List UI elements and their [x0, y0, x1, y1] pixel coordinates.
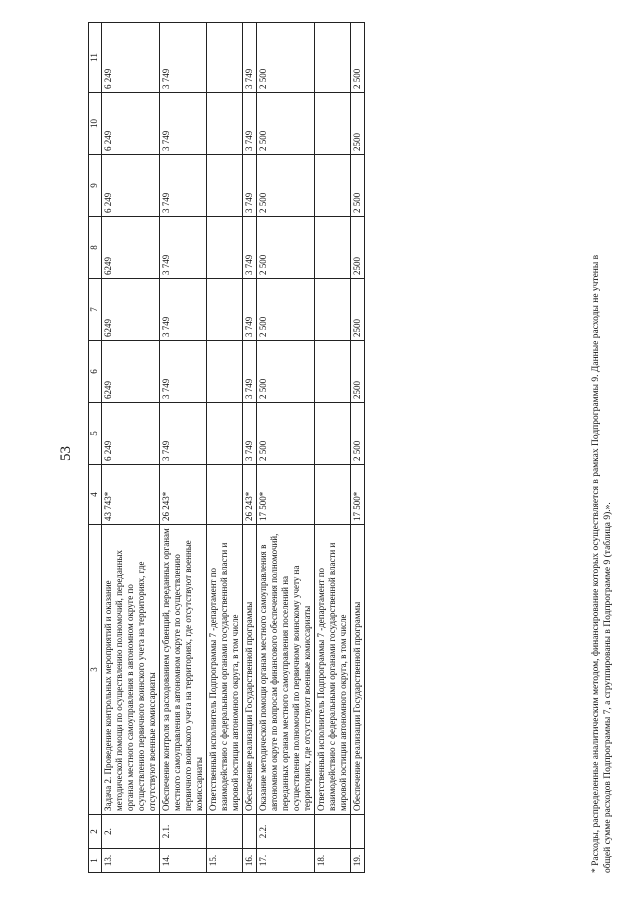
amount-cell-11: 6 249 — [102, 23, 160, 93]
amount-cell-5: 3 749 — [160, 403, 207, 465]
item-code-cell: 2. — [102, 815, 160, 849]
amount-cell-10: 2500 — [351, 93, 365, 155]
item-code-cell — [243, 815, 257, 849]
amount-cell-6 — [207, 341, 243, 403]
table-row — [160, 23, 207, 873]
table-row — [315, 23, 351, 873]
amount-cell-4: 17 500* — [351, 465, 365, 525]
description-cell: Обеспечение реализации Государственной программы — [351, 525, 365, 815]
description-cell: Ответственный исполнитель Подпрограммы 7 -департамент по взаимодействию с федеральными органами государственной власти и мировой юстиции автономного округа, в том числе — [207, 525, 243, 815]
amount-cell-7: 2500 — [351, 279, 365, 341]
header-cell: 4 — [89, 465, 102, 525]
amount-cell-11: 3 749 — [160, 23, 207, 93]
item-code-cell — [315, 815, 351, 849]
amount-cell-11: 2 500 — [351, 23, 365, 93]
item-code-cell: 2.2. — [257, 815, 315, 849]
header-cell: 9 — [89, 155, 102, 217]
amount-cell-7: 3 749 — [160, 279, 207, 341]
header-cell: 3 — [89, 525, 102, 815]
header-cell: 11 — [89, 23, 102, 93]
table-row — [257, 23, 315, 873]
amount-cell-4 — [315, 465, 351, 525]
amount-cell-4 — [207, 465, 243, 525]
header-cell: 7 — [89, 279, 102, 341]
description-cell: Обеспечение контроля за расходованием субвенций, переданных органам местного самоуправления в автономном округе по осуществлению первичного воинского учета на территориях, где отсутствуют военные комиссариаты — [160, 525, 207, 815]
amount-cell-5 — [207, 403, 243, 465]
expenditure-table — [88, 22, 365, 873]
amount-cell-10: 3 749 — [243, 93, 257, 155]
amount-cell-7 — [315, 279, 351, 341]
amount-cell-10 — [207, 93, 243, 155]
item-code-cell — [351, 815, 365, 849]
amount-cell-9 — [207, 155, 243, 217]
amount-cell-4: 26 243* — [160, 465, 207, 525]
amount-cell-6: 2 500 — [257, 341, 315, 403]
table-row — [351, 23, 365, 873]
amount-cell-9: 2 500 — [351, 155, 365, 217]
amount-cell-8 — [315, 217, 351, 279]
amount-cell-11: 2 500 — [257, 23, 315, 93]
amount-cell-4: 26 243* — [243, 465, 257, 525]
amount-cell-5: 3 749 — [243, 403, 257, 465]
description-cell: Оказание методической помощи органам местного самоуправления в автономном округе по вопросам финансового обеспечения полномочий, переданных органам местного самоуправления поселений на осуществление полномочий по первичному воинскому учету на территориях, где отсутствуют военные комиссариаты — [257, 525, 315, 815]
table-header-row — [89, 23, 102, 873]
amount-cell-11 — [207, 23, 243, 93]
amount-cell-5: 2 500 — [351, 403, 365, 465]
amount-cell-7: 6249 — [102, 279, 160, 341]
header-cell: 1 — [89, 849, 102, 873]
row-number-cell: 15. — [207, 849, 243, 873]
amount-cell-11: 3 749 — [243, 23, 257, 93]
amount-cell-4: 17 500* — [257, 465, 315, 525]
amount-cell-5: 2 500 — [257, 403, 315, 465]
amount-cell-8: 3 749 — [243, 217, 257, 279]
amount-cell-8: 2 500 — [257, 217, 315, 279]
row-number-cell: 13. — [102, 849, 160, 873]
amount-cell-8: 2500 — [351, 217, 365, 279]
amount-cell-7 — [207, 279, 243, 341]
amount-cell-9: 3 749 — [160, 155, 207, 217]
header-cell: 8 — [89, 217, 102, 279]
footnote-line: общей сумме расходов Подпрограммы 7, а сгруппированы в Подпрограмме 9 (таблица 9).». — [603, 502, 613, 873]
amount-cell-8: 3 749 — [160, 217, 207, 279]
description-cell: Обеспечение реализации Государственной программы — [243, 525, 257, 815]
row-number-cell: 18. — [315, 849, 351, 873]
amount-cell-10: 6 249 — [102, 93, 160, 155]
amount-cell-4: 43 743* — [102, 465, 160, 525]
amount-cell-6: 3 749 — [160, 341, 207, 403]
amount-cell-6: 6249 — [102, 341, 160, 403]
amount-cell-6: 3 749 — [243, 341, 257, 403]
table-row — [243, 23, 257, 873]
amount-cell-8: 6249 — [102, 217, 160, 279]
header-cell: 2 — [89, 815, 102, 849]
amount-cell-10 — [315, 93, 351, 155]
amount-cell-9: 3 749 — [243, 155, 257, 217]
amount-cell-6: 2500 — [351, 341, 365, 403]
amount-cell-9: 2 500 — [257, 155, 315, 217]
amount-cell-10: 2 500 — [257, 93, 315, 155]
amount-cell-7: 2 500 — [257, 279, 315, 341]
header-cell: 5 — [89, 403, 102, 465]
amount-cell-11 — [315, 23, 351, 93]
header-cell: 6 — [89, 341, 102, 403]
description-cell: Задача 2. Проведение контрольных мероприятий и оказание методической помощи по осуществлению полномочий, переданных органам местного самоуправления в автономном округе по осуществлению первичного воинского учета на территориях, где отсутствуют военные комиссариаты — [102, 525, 160, 815]
footnote — [590, 23, 614, 873]
item-code-cell — [207, 815, 243, 849]
amount-cell-7: 3 749 — [243, 279, 257, 341]
amount-cell-9: 6 249 — [102, 155, 160, 217]
row-number-cell: 14. — [160, 849, 207, 873]
row-number-cell: 17. — [257, 849, 315, 873]
amount-cell-5: 6 249 — [102, 403, 160, 465]
row-number-cell: 19. — [351, 849, 365, 873]
header-cell: 10 — [89, 93, 102, 155]
table-row — [207, 23, 243, 873]
amount-cell-8 — [207, 217, 243, 279]
description-cell: Ответственный исполнитель Подпрограммы 7 -департамент по взаимодействию с федеральными органами государственной власти и мировой юстиции автономного округа, в том числе — [315, 525, 351, 815]
amount-cell-6 — [315, 341, 351, 403]
row-number-cell: 16. — [243, 849, 257, 873]
page-number: 53 — [58, 446, 74, 461]
amount-cell-9 — [315, 155, 351, 217]
footnote-line: * Расходы, распределенные аналитическим методом, финансирование которых осуществляется в рамках Подпрограммы 9. Данные расходы не учтены в — [591, 254, 601, 873]
table-row — [102, 23, 160, 873]
amount-cell-5 — [315, 403, 351, 465]
item-code-cell: 2.1. — [160, 815, 207, 849]
amount-cell-10: 3 749 — [160, 93, 207, 155]
